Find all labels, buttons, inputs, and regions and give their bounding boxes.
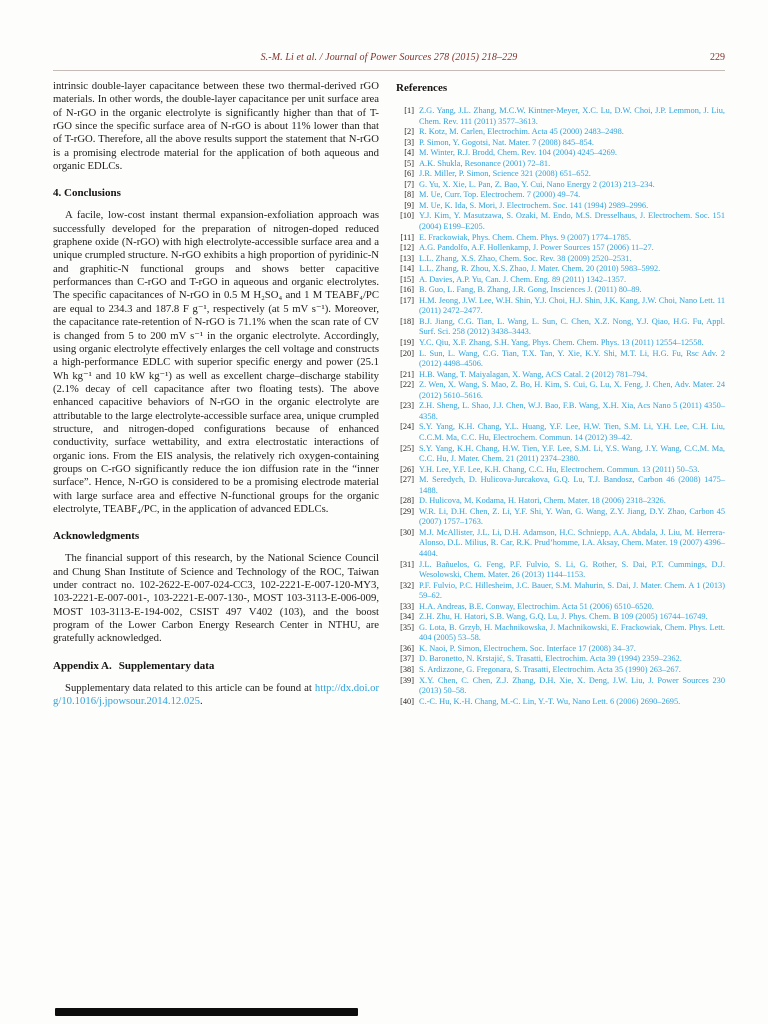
- reference-number: [30]: [400, 527, 414, 537]
- reference-link[interactable]: A. Davies, A.P. Yu, Can. J. Chem. Eng. 89 (2011) 1342–1357.: [419, 274, 627, 284]
- reference-item: [396, 676, 725, 697]
- reference-item: [396, 127, 725, 138]
- reference-item: [396, 211, 725, 232]
- reference-link[interactable]: D. Hulicova, M. Kodama, H. Hatori, Chem. Mater. 18 (2006) 2318–2326.: [419, 496, 666, 506]
- reference-item: [396, 654, 725, 665]
- reference-link[interactable]: P.F. Fulvio, P.C. Hillesheim, J.C. Bauer, S.M. Mahurin, S. Dai, J. Mater. Chem. A 1 (2013) 59–62.: [419, 580, 725, 601]
- reference-item: [396, 180, 725, 191]
- reference-link[interactable]: R. Kotz, M. Carlen, Electrochim. Acta 45 (2000) 2483–2498.: [419, 127, 624, 137]
- reference-number: [28]: [400, 496, 414, 506]
- appendix-paragraph: [53, 682, 379, 709]
- reference-item: [396, 285, 725, 296]
- reference-number: [31]: [400, 559, 414, 569]
- reference-link[interactable]: B.J. Jiang, C.G. Tian, L. Wang, L. Sun, C. Chen, X.Z. Nong, Y.J. Qiao, H.G. Fu, Appl. Surf. Sci. 258 (2012) 3438–3443.: [419, 316, 725, 337]
- reference-link[interactable]: L. Sun, L. Wang, C.G. Tian, T.X. Tan, Y. Xie, K.Y. Shi, M.T. Li, H.G. Fu, Rsc Adv. 2 (2012) 4498–4506.: [419, 348, 725, 369]
- reference-number: [24]: [400, 422, 414, 432]
- references-heading: References: [396, 82, 448, 94]
- reference-item: [396, 507, 725, 528]
- reference-number: [5]: [404, 158, 414, 168]
- appendix-period: .: [199, 695, 203, 708]
- reference-item: [396, 602, 725, 613]
- reference-link[interactable]: Z. Wen, X. Wang, S. Mao, Z. Bo, H. Kim, S. Cui, G. Lu, X. Feng, J. Chen, Adv. Mater. 24 (2012) 5610–5616.: [419, 380, 725, 400]
- reference-link[interactable]: J.R. Miller, P. Simon, Science 321 (2008) 651–652.: [419, 169, 591, 179]
- reference-number: [12]: [400, 243, 414, 253]
- reference-number: [9]: [404, 200, 414, 210]
- reference-number: [16]: [400, 285, 414, 295]
- reference-link[interactable]: G. Yu, X. Xie, L. Pan, Z. Bao, Y. Cui, Nano Energy 2 (2013) 213–234.: [419, 179, 655, 189]
- reference-link[interactable]: C.-C. Hu, K.-H. Chang, M.-C. Lin, Y.-T. Wu, Nano Lett. 6 (2006) 2690–2695.: [419, 696, 681, 706]
- reference-item: [396, 697, 725, 708]
- reference-link[interactable]: L.L. Zhang, X.S. Zhao, Chem. Soc. Rev. 38 (2009) 2520–2531.: [419, 253, 632, 263]
- reference-item: [396, 296, 725, 317]
- reference-number: [19]: [400, 338, 414, 348]
- reference-link[interactable]: Z.H. Sheng, L. Shao, J.J. Chen, W.J. Bao, F.B. Wang, X.H. Xia, Acs Nano 5 (2011) 4350–4358.: [419, 401, 725, 421]
- reference-item: [396, 380, 725, 401]
- reference-number: [26]: [400, 464, 414, 474]
- reference-number: [25]: [400, 443, 414, 453]
- reference-link[interactable]: D. Baronetto, N. Krstajić, S. Trasatti, Electrochim. Acta 39 (1994) 2359–2362.: [419, 654, 682, 664]
- reference-number: [18]: [400, 316, 414, 326]
- acknowledgments-paragraph: The financial support of this research, by the National Science Council and Chung Shan Institute of Science and Technology of the ROC, Taiwan under contract no. 102-2622-E-007-024-CC3, 102-2221-E-007-120-MY3, 103-2221-E-007-001-, 103-2221-E-007-130-, MOST 103-3113-E-006-009, MOST 103-3113-E-194-002, CSIST 497 V402 (103), and the boost program of the Lower Carbon Energy Research Center in NTHU, are gratefully acknowledged.: [53, 552, 379, 645]
- reference-number: [40]: [400, 696, 414, 706]
- reference-item: [396, 401, 725, 422]
- reference-link[interactable]: S. Ardizzone, G. Fregonara, S. Trasatti, Electrochim. Acta 35 (1990) 263–267.: [419, 664, 681, 674]
- conclusions-paragraph: A facile, low-cost instant thermal expansion-exfoliation approach was successfully developed for the preparation of nitrogen-doped reduced graphene oxide (N-rGO) with high electrolyte-accessible surface area and a unique crumpled structure. N-rGO exhibits a high proportion of pyridinic-N and graphitic-N functional groups and shows better capacitive performances than C-rGO and T-rGO in aqueous and organic electrolytes. The specific capacitances of N-rGO in 0.5 M H₂SO₄ and 1 M TEABF₄/PC are equal to 234.3 and 187.8 F g⁻¹, respectively (at 5 mV s⁻¹). Moreover, the capacitance rate-retention of N-rGO is 71.1% when the scan rate of CV is changed from 5 to 200 mV s⁻¹ in the organic electrolyte. Accordingly, using organic electrolyte effectively enlarges the cell voltage and constructs a high-performance EDLC with superior specific energy and power (25.1 Wh kg⁻¹ and 10 kW kg⁻¹) as well as excellent charge–discharge stability (2.1% decay of cell capacitance after two floating tests). The above enhanced capacitive behaviors of N-rGO in the organic electrolyte are attributable to the large electrolyte-accessible surface area, unique crumpled structure, and nitrogen-doped configurations because of enhanced conductivity, surface wettability, and extra electrostatic interactions of organic ions. From the EIS analysis, the relatively rich oxygen-containing groups on C-rGO significantly reduce the ion diffusion rate in the “inner surface”. Hence, N-rGO is considered to be a promising electrode material with large surface area and effective N-functional groups for the organic electrolyte, TEABF₄/PC, in the application of advanced EDLCs.: [53, 209, 379, 515]
- reference-number: [21]: [400, 369, 414, 379]
- reference-number: [10]: [400, 211, 414, 221]
- appendix-heading-label: Appendix A.: [53, 659, 112, 672]
- reference-item: [396, 623, 725, 644]
- reference-item: [396, 275, 725, 286]
- reference-item: [396, 528, 725, 560]
- page-header: [53, 52, 725, 68]
- reference-item: [396, 665, 725, 676]
- reference-item: [396, 370, 725, 381]
- reference-item: [396, 233, 725, 244]
- reference-item: [396, 148, 725, 159]
- reference-item: [396, 349, 725, 370]
- reference-link[interactable]: S.Y. Yang, K.H. Chang, Y.L. Huang, Y.F. Lee, H.W. Tien, S.M. Li, Y.H. Lee, C.H. Liu, C.C.M. Ma, C.C. Hu, Electrochem. Commun. 14 (2012) 39–42.: [419, 422, 725, 442]
- reference-item: [396, 254, 725, 265]
- reference-item: [396, 190, 725, 201]
- reference-item: [396, 106, 725, 127]
- reference-number: [3]: [404, 137, 414, 147]
- reference-item: [396, 159, 725, 170]
- reference-number: [38]: [400, 664, 414, 674]
- reference-item: [396, 644, 725, 655]
- reference-number: [29]: [400, 506, 414, 516]
- conclusions-heading: 4. Conclusions: [53, 187, 121, 200]
- appendix-text: Supplementary data related to this article can be found at: [65, 681, 315, 694]
- reference-list: [396, 106, 725, 707]
- reference-item: [396, 560, 725, 581]
- doi-link[interactable]: http://dx.doi.org/10.1016/j.jpowsour.2014.12.025: [53, 681, 379, 708]
- reference-number: [15]: [400, 274, 414, 284]
- reference-item: [396, 201, 725, 212]
- reference-link[interactable]: Y.H. Lee, Y.F. Lee, K.H. Chang, C.C. Hu, Electrochem. Commun. 13 (2011) 50–53.: [419, 464, 700, 474]
- reference-number: [32]: [400, 580, 414, 590]
- reference-link[interactable]: P. Simon, Y. Gogotsi, Nat. Mater. 7 (2008) 845–854.: [419, 137, 594, 147]
- reference-link[interactable]: M. Ue, Curr. Top. Electrochem. 7 (2000) 49–74.: [419, 190, 581, 200]
- reference-link[interactable]: L.L. Zhang, R. Zhou, X.S. Zhao, J. Mater. Chem. 20 (2010) 5983–5992.: [419, 264, 661, 274]
- reference-item: [396, 581, 725, 602]
- scan-artifact-bar: [55, 1008, 358, 1016]
- reference-item: [396, 496, 725, 507]
- reference-item: [396, 465, 725, 476]
- reference-link[interactable]: M. Ue, K. Ida, S. Mori, J. Electrochem. Soc. 141 (1994) 2989–2996.: [419, 200, 649, 210]
- reference-link[interactable]: A.G. Pandolfo, A.F. Hollenkamp, J. Power Sources 157 (2006) 11–27.: [419, 243, 654, 253]
- reference-link[interactable]: B. Guo, L. Fang, B. Zhang, J.R. Gong, Insciences J. (2011) 80–89.: [419, 285, 642, 295]
- reference-number: [36]: [400, 643, 414, 653]
- reference-item: [396, 422, 725, 443]
- reference-link[interactable]: Y.C. Qiu, X.F. Zhang, S.H. Yang, Phys. Chem. Chem. Phys. 13 (2011) 12554–12558.: [419, 338, 704, 348]
- reference-link[interactable]: Y.J. Kim, Y. Masutzawa, S. Ozaki, M. Endo, M.S. Dresselhaus, J. Electrochem. Soc. 151 (2004) E199–E205.: [419, 211, 725, 232]
- reference-number: [13]: [400, 253, 414, 263]
- reference-link[interactable]: G. Lota, B. Grzyb, H. Machnikowska, J. Machnikowski, E. Frackowiak, Chem. Phys. Lett. 404 (2005) 53–58.: [419, 622, 725, 643]
- reference-number: [37]: [400, 654, 414, 664]
- reference-number: [11]: [400, 232, 414, 242]
- reference-link[interactable]: H.B. Wang, T. Maiyalagan, X. Wang, ACS Catal. 2 (2012) 781–794.: [419, 369, 648, 379]
- reference-item: [396, 338, 725, 349]
- reference-item: [396, 243, 725, 254]
- two-column-layout: [53, 80, 725, 708]
- appendix-heading: [53, 660, 379, 672]
- reference-number: [34]: [400, 612, 414, 622]
- page-number: 229: [710, 52, 725, 63]
- running-title: S.-M. Li et al. / Journal of Power Sources 278 (2015) 218–229: [260, 52, 518, 63]
- reference-link[interactable]: J.L. Bañuelos, G. Feng, P.F. Fulvio, S. Li, G. Rother, S. Dai, P.T. Cummings, D.J. Wesolowski, Chem. Mater. 26 (2013) 1144–1153.: [419, 559, 725, 580]
- reference-link[interactable]: A.K. Shukla, Resonance (2001) 72–81.: [419, 158, 551, 168]
- reference-item: [396, 444, 725, 465]
- reference-link[interactable]: K. Naoi, P. Simon, Electrochem. Soc. Interface 17 (2008) 34–37.: [419, 643, 636, 653]
- intro-paragraph: intrinsic double-layer capacitance between these two thermal-derived rGO materials. In other words, the double-layer capacitance per unit surface area of N-rGO in the organic electrolyte is significantly higher than that of T-rGO since the specific surface area of N-rGO is about 11% lower than that of T-rGO. Therefore, all the above results support the statement that N-rGO is a promising electrode material for the application of both aqueous and organic EDLCs.: [53, 80, 379, 173]
- reference-number: [8]: [404, 190, 414, 200]
- reference-link[interactable]: S.Y. Yang, K.H. Chang, H.W. Tien, Y.F. Lee, S.M. Li, Y.S. Wang, J.Y. Wang, C.C.M. Ma, C.C. Hu, J. Mater. Chem. 21 (2011) 2374–2380.: [419, 443, 725, 464]
- reference-number: [23]: [400, 401, 414, 411]
- reference-number: [1]: [404, 106, 414, 115]
- reference-number: [2]: [404, 127, 414, 137]
- reference-link[interactable]: H.A. Andreas, B.E. Conway, Electrochim. Acta 51 (2006) 6510–6520.: [419, 601, 654, 611]
- reference-number: [14]: [400, 264, 414, 274]
- reference-link[interactable]: E. Frackowiak, Phys. Chem. Chem. Phys. 9 (2007) 1774–1785.: [419, 232, 632, 242]
- reference-number: [6]: [404, 169, 414, 179]
- reference-number: [27]: [400, 475, 414, 485]
- reference-number: [17]: [400, 295, 414, 305]
- reference-link[interactable]: M. Seredych, D. Hulicova-Jurcakova, G.Q. Lu, T.J. Bandosz, Carbon 46 (2008) 1475–1488.: [419, 475, 725, 495]
- reference-link[interactable]: Z.G. Yang, J.L. Zhang, M.C.W. Kintner-Meyer, X.C. Lu, D.W. Choi, J.P. Lemmon, J. Liu, Chem. Rev. 111 (2011) 3577–3613.: [419, 106, 725, 126]
- reference-number: [20]: [400, 348, 414, 358]
- reference-number: [33]: [400, 601, 414, 611]
- reference-item: [396, 612, 725, 623]
- reference-link[interactable]: W.R. Li, D.H. Chen, Z. Li, Y.F. Shi, Y. Wan, G. Wang, Z.Y. Jiang, D.Y. Zhao, Carbon 45 (2007) 1757–1763.: [419, 506, 725, 527]
- right-column: [396, 80, 725, 708]
- reference-item: [396, 169, 725, 180]
- acknowledgments-heading: Acknowledgments: [53, 530, 140, 543]
- reference-item: [396, 264, 725, 275]
- reference-number: [39]: [400, 675, 414, 685]
- reference-number: [7]: [404, 179, 414, 189]
- reference-link[interactable]: M.J. McAllister, J.L. Li, D.H. Adamson, H.C. Schniepp, A.A. Abdala, J. Liu, M. Herrera-Alonso, D.L. Milius, R. Car, R.K. Prud’homme, I.A. Aksay, Chem. Mater. 19 (2007) 4396–4404.: [419, 527, 725, 558]
- reference-item: [396, 317, 725, 338]
- left-column: [53, 80, 379, 708]
- reference-number: [35]: [400, 622, 414, 632]
- header-divider: [53, 70, 725, 71]
- reference-item: [396, 475, 725, 496]
- reference-link[interactable]: X.Y. Chen, C. Chen, Z.J. Zhang, D.H. Xie, X. Deng, J.W. Liu, J. Power Sources 230 (2013) 50–58.: [419, 675, 725, 696]
- reference-item: [396, 138, 725, 149]
- reference-number: [4]: [404, 148, 414, 158]
- reference-number: [22]: [400, 380, 414, 390]
- reference-link[interactable]: Z.H. Zhu, H. Hatori, S.B. Wang, G.Q. Lu, J. Phys. Chem. B 109 (2005) 16744–16749.: [419, 612, 708, 622]
- reference-link[interactable]: M. Winter, R.J. Brodd, Chem. Rev. 104 (2004) 4245–4269.: [419, 148, 617, 158]
- reference-link[interactable]: H.M. Jeong, J.W. Lee, W.H. Shin, Y.J. Choi, H.J. Shin, J.K. Kang, J.W. Choi, Nano Lett. 11 (2011) 2472–2477.: [419, 295, 725, 316]
- appendix-heading-title: Supplementary data: [118, 659, 215, 672]
